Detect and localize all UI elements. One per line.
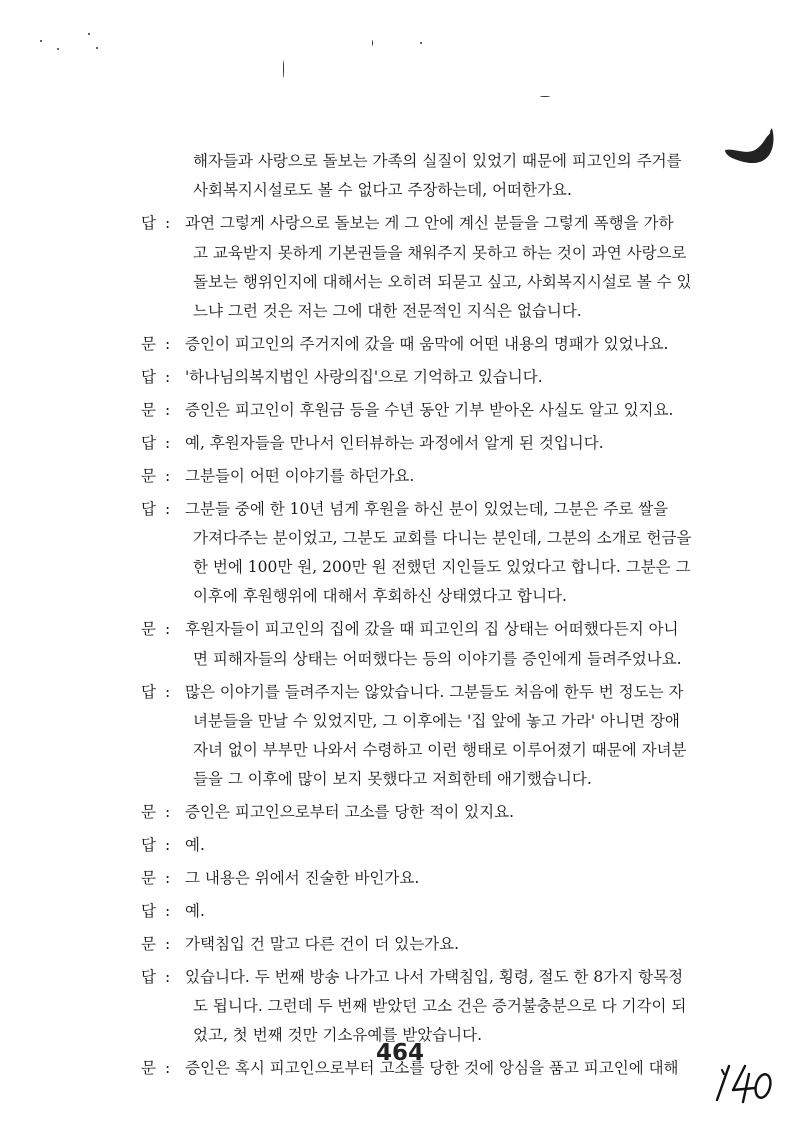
answer-text: 느냐 그런 것은 저는 그에 대한 전문적인 지식은 없습니다.	[193, 302, 582, 321]
answer-label: 답	[141, 433, 156, 452]
label-colon: :	[165, 466, 171, 485]
answer-label: 답	[141, 682, 156, 701]
label-colon: :	[165, 367, 171, 386]
question-label: 문	[141, 400, 156, 419]
question-label: 문	[141, 869, 156, 888]
answer-text: 한 번에 100만 원, 200만 원 전했던 지인들도 있었다고 합니다. 그분은 그	[193, 558, 691, 577]
label-colon: :	[165, 335, 171, 353]
label-colon: :	[165, 803, 171, 822]
answer-text: 자녀 없이 부부만 나와서 수령하고 이런 행태로 이루어졌기 때문에 자녀분	[193, 741, 687, 760]
question-text: 그분들이 어떤 이야기를 하던가요.	[185, 466, 415, 485]
answer-label: 답	[141, 967, 156, 986]
question-text: 면 피해자들의 상태는 어떠했다는 등의 이야기를 증인에게 들려주었나요.	[193, 649, 682, 668]
question-text: 증인은 피고인으로부터 고소를 당한 적이 있지요.	[185, 803, 515, 822]
question-text: 증인은 혹시 피고인으로부터 고소를 당한 것에 앙심을 품고 피고인에 대해	[185, 1059, 679, 1078]
label-colon: :	[165, 433, 171, 452]
answer-text: 이후에 후원행위에 대해서 후회하신 상태였다고 합니다.	[193, 587, 567, 606]
label-colon: :	[165, 620, 171, 639]
question-label: 문	[141, 1059, 156, 1078]
label-colon: :	[165, 682, 171, 701]
answer-text: 많은 이야기를 들려주지는 않았습니다. 그분들도 처음에 한두 번 정도는 자	[185, 682, 684, 701]
answer-text: 고 교육받지 못하게 기본권들을 채워주지 못하고 하는 것이 과연 사랑으로	[193, 243, 687, 262]
answer-text: 돌보는 행위인지에 대해서는 오히려 되묻고 싶고, 사회복지시설로 볼 수 있	[193, 272, 692, 291]
answer-text: 녀분들을 만날 수 있었지만, 그 이후에는 '집 앞에 놓고 가라' 아니면 장애	[193, 711, 680, 730]
label-colon: :	[165, 499, 171, 518]
label-colon: :	[165, 902, 171, 920]
question-label: 문	[141, 466, 156, 485]
handwritten-page-number	[705, 1060, 775, 1105]
answer-text: 있습니다. 두 번째 방송 나가고 나서 가택침입, 횡령, 절도 한 8가지 항목정	[185, 967, 684, 986]
question-label: 문	[141, 335, 156, 353]
answer-text: '하나님의복지법인 사랑의집'으로 기억하고 있습니다.	[185, 367, 543, 386]
answer-text: 었고, 첫 번째 것만 기소유예를 받았습니다.	[193, 1026, 483, 1045]
answer-label: 답	[141, 836, 156, 855]
answer-text: 도 됩니다. 그런데 두 번째 받았던 고소 건은 증거불충분으로 다 기각이 되	[193, 997, 687, 1016]
answer-text: 예.	[185, 836, 205, 855]
question-text: 가택침입 건 말고 다른 건이 더 있는가요.	[185, 934, 460, 953]
label-colon: :	[165, 836, 171, 855]
question-text: 증인은 피고인이 후원금 등을 수년 동안 기부 받아온 사실도 알고 있지요.	[185, 400, 674, 419]
question-text: 증인이 피고인의 주거지에 갔을 때 움막에 어떤 내용의 명패가 있었나요.	[185, 335, 669, 353]
answer-label: 답	[141, 214, 156, 233]
answer-label: 답	[141, 367, 156, 386]
answer-text: 그분들 중에 한 10년 넘게 후원을 하신 분이 있었는데, 그분은 주로 쌀을	[185, 499, 669, 518]
continued-line: 해자들과 사랑으로 돌보는 가족의 실질이 있었기 때문에 피고인의 주거를	[193, 152, 682, 170]
question-text: 후원자들이 피고인의 집에 갔을 때 피고인의 집 상태는 어떠했다든지 아니	[185, 620, 679, 639]
question-text: 그 내용은 위에서 진술한 바인가요.	[185, 869, 420, 888]
question-label: 문	[141, 934, 156, 953]
answer-label: 답	[141, 499, 156, 518]
label-colon: :	[165, 400, 171, 419]
answer-label: 답	[141, 902, 156, 920]
label-colon: :	[165, 214, 171, 233]
answer-text: 가져다주는 분이었고, 그분도 교회를 다니는 분인데, 그분의 소개로 헌금을	[193, 528, 692, 547]
ink-smudge	[720, 120, 780, 170]
page-number: 464	[375, 1040, 424, 1066]
label-colon: :	[165, 1059, 171, 1078]
answer-text: 들을 그 이후에 많이 보지 못했다고 저희한테 애기했습니다.	[193, 770, 592, 789]
question-label: 문	[141, 803, 156, 822]
label-colon: :	[165, 934, 171, 953]
answer-text: 예.	[185, 902, 205, 920]
label-colon: :	[165, 967, 171, 986]
question-label: 문	[141, 620, 156, 639]
label-colon: :	[165, 869, 171, 888]
answer-text: 예, 후원자들을 만나서 인터뷰하는 과정에서 알게 된 것입니다.	[185, 433, 604, 452]
answer-text: 과연 그렇게 사랑으로 돌보는 게 그 안에 계신 분들을 그렇게 폭행을 가하	[185, 214, 674, 233]
continued-line: 사회복지시설로도 볼 수 없다고 주장하는데, 어떠한가요.	[193, 181, 572, 200]
